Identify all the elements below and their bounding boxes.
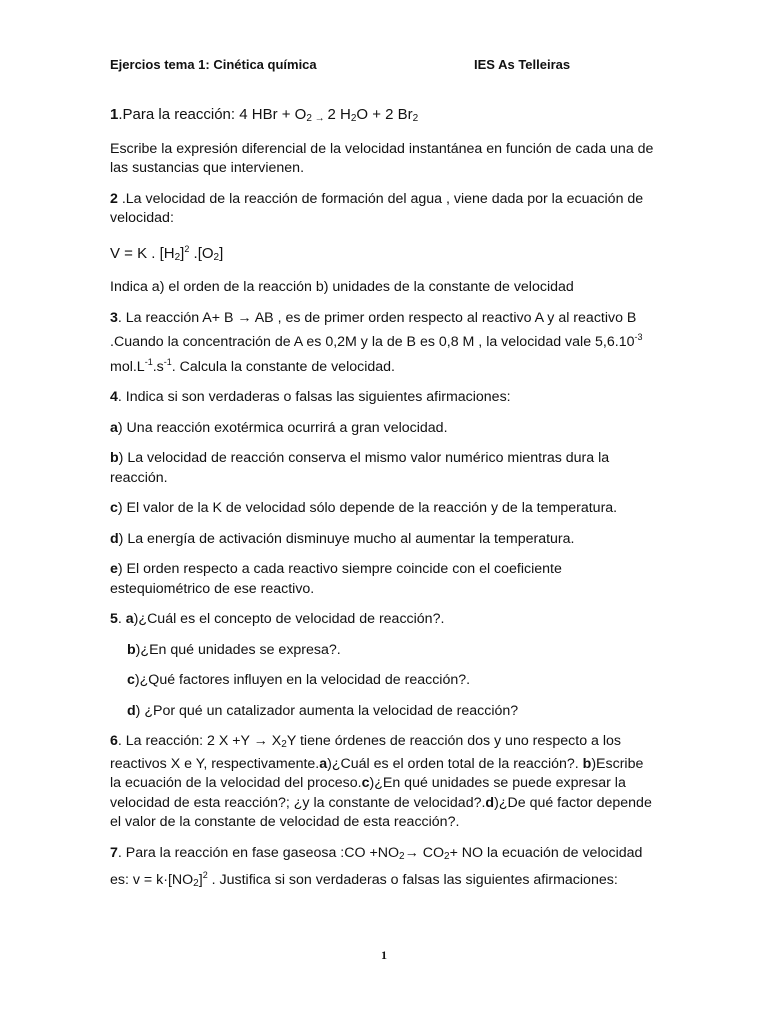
- question-4-intro: 4. Indica si son verdaderas o falsas las siguientes afirmaciones:: [110, 389, 511, 405]
- question-1-title: 1.Para la reacción: 4 HBr + $O_2$ $_\to$ 2 $H_2O + 2$ $Br_2$: [110, 106, 419, 124]
- question-2-equation: V = K . $[H_2]^2$ $.[O_2]$: [110, 243, 224, 263]
- question-5-c: c)¿Qué factores influyen en la velocidad de reacción?.: [127, 672, 471, 688]
- question-5-d: d) ¿Por qué un catalizador aumenta la velocidad de reacción?: [127, 702, 519, 719]
- question-1-body: Escribe la expresión diferencial de la velocidad instantánea en función de cada una de las sustancias que intervienen.: [110, 140, 654, 176]
- question-4-item-c: c) El valor de la K de velocidad sólo depende de la reacción y de la temperatura.: [110, 500, 618, 516]
- header-school: IES As Telleiras: [474, 57, 571, 72]
- question-4-item-a: a) Una reacción exotérmica ocurrirá a gran velocidad.: [110, 419, 448, 436]
- question-4-item-d: d) La energía de activación disminuye mucho al aumentar la temperatura.: [110, 530, 575, 547]
- question-2: 2 .La velocidad de la reacción de formación del agua , viene dada por la ecuación de velocidad:: [110, 190, 644, 226]
- question-4-item-b: b) La velocidad de reacción conserva el mismo valor numérico mientras dura la reacción.: [110, 450, 610, 486]
- page-header: [110, 57, 658, 72]
- question-7: 7. Para la reacción en fase gaseosa :CO $+NO_2\to CO_2+$ NO la ecuación de velocidad es: $v = k\cdot[NO_2]^2$ . Justifica si son verdaderas o falsas las siguientes afirmaciones:: [110, 844, 643, 889]
- header-title: Ejercios tema 1: Cinética química: [110, 57, 317, 72]
- exercise-list: [110, 105, 658, 905]
- question-4-item-e: e) El orden respecto a cada reactivo siempre coincide con el coeficiente estequiométrico de ese reactivo.: [110, 561, 562, 597]
- question-5-b: b)¿En qué unidades se expresa?.: [127, 641, 341, 658]
- question-6: 6. La reacción: 2 $X +Y \to X_2Y$ tiene órdenes de reacción dos y uno respecto a los reactivos X e Y, respectivamente.a)¿Cuál es el orden total de la reacción?. b)Escribe la ecuación de la velocidad del proceso.c)¿En qué unidades se puede expresar la velocidad de esta reacción?; ¿y la constante de velocidad?.d)¿De qué factor depende el valor de la constante de velocidad de esta reacción?.: [110, 733, 652, 830]
- page-number: 1: [381, 948, 387, 962]
- question-5-a: 5. a)¿Cuál es el concepto de velocidad de reacción?.: [110, 611, 445, 627]
- question-3: 3. La reacción A+ B → AB , es de primer orden respecto al reactivo A y al reactivo B .Cuando la concentración de A es 0,2M y la de B es 0,8 M , la velocidad vale $5,6.10^{-3}$ $mol.L^{-1}.s^{-1}$. Calcula la constante de velocidad.: [110, 309, 643, 375]
- question-2-prompt: Indica a) el orden de la reacción b) unidades de la constante de velocidad: [110, 279, 574, 295]
